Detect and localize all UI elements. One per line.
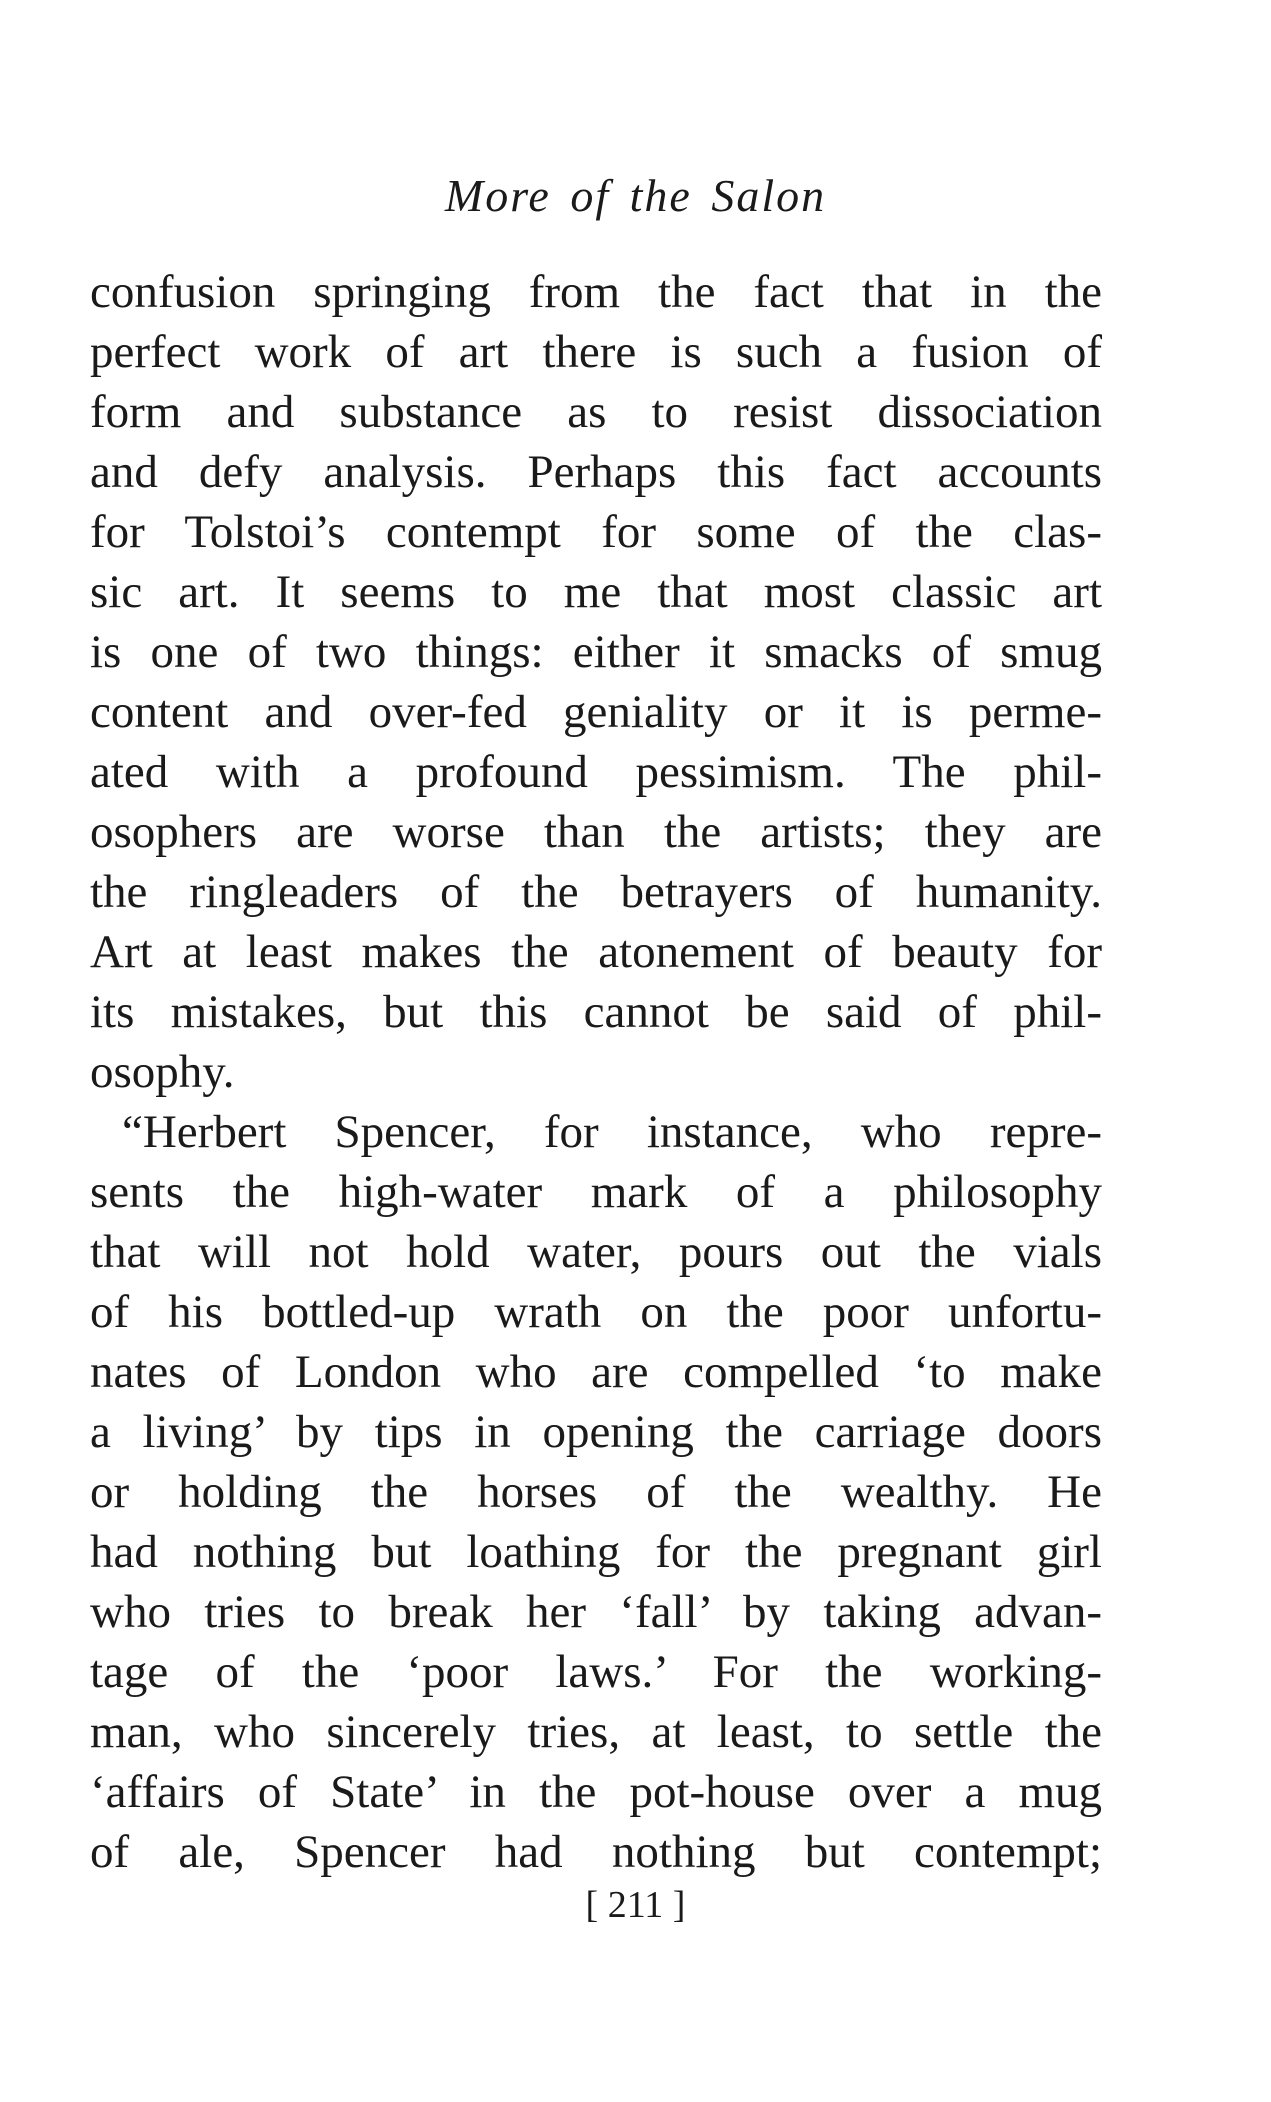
text-line: for Tolstoi’s contempt for some of the clas- bbox=[90, 506, 1102, 558]
text-line: is one of two things: either it smacks of smug bbox=[90, 626, 1102, 678]
running-head: More of the Salon bbox=[444, 170, 827, 221]
page-number: [ 211 ] bbox=[585, 1884, 686, 1926]
text-line: that will not hold water, pours out the vials bbox=[90, 1226, 1102, 1278]
text-line: ated with a profound pessimism. The phil- bbox=[90, 746, 1102, 798]
text-line: and defy analysis. Perhaps this fact accounts bbox=[90, 446, 1102, 498]
text-line: form and substance as to resist dissociation bbox=[90, 386, 1102, 438]
text-line: Art at least makes the atonement of beauty for bbox=[90, 926, 1102, 978]
text-line: or holding the horses of the wealthy. He bbox=[90, 1466, 1102, 1518]
text-line: nates of London who are compelled ‘to make bbox=[90, 1346, 1102, 1398]
text-line: tage of the ‘poor laws.’ For the working- bbox=[90, 1646, 1102, 1698]
text-line: sents the high-water mark of a philosophy bbox=[90, 1166, 1102, 1218]
text-line: its mistakes, but this cannot be said of phil- bbox=[90, 986, 1102, 1038]
text-line: of his bottled-up wrath on the poor unfortu- bbox=[90, 1286, 1102, 1338]
text-line: a living’ by tips in opening the carriage doors bbox=[90, 1406, 1102, 1458]
text-line: content and over-fed geniality or it is perme- bbox=[90, 686, 1102, 738]
text-line: osophy. bbox=[90, 1046, 235, 1098]
text-line: osophers are worse than the artists; they are bbox=[90, 806, 1102, 858]
paragraph-start-line: “Herbert Spencer, for instance, who repre- bbox=[122, 1106, 1102, 1158]
text-line: sic art. It seems to me that most classic art bbox=[90, 566, 1102, 618]
text-line: had nothing but loathing for the pregnant girl bbox=[90, 1526, 1102, 1578]
text-line: who tries to break her ‘fall’ by taking advan- bbox=[90, 1586, 1102, 1638]
text-line: the ringleaders of the betrayers of humanity. bbox=[90, 866, 1102, 918]
text-line: ‘affairs of State’ in the pot-house over a mug bbox=[90, 1766, 1102, 1818]
text-line: of ale, Spencer had nothing but contempt; bbox=[90, 1826, 1102, 1878]
text-line: man, who sincerely tries, at least, to settle the bbox=[90, 1706, 1102, 1758]
text-line: perfect work of art there is such a fusion of bbox=[90, 326, 1102, 378]
text-line: confusion springing from the fact that in the bbox=[90, 266, 1102, 318]
